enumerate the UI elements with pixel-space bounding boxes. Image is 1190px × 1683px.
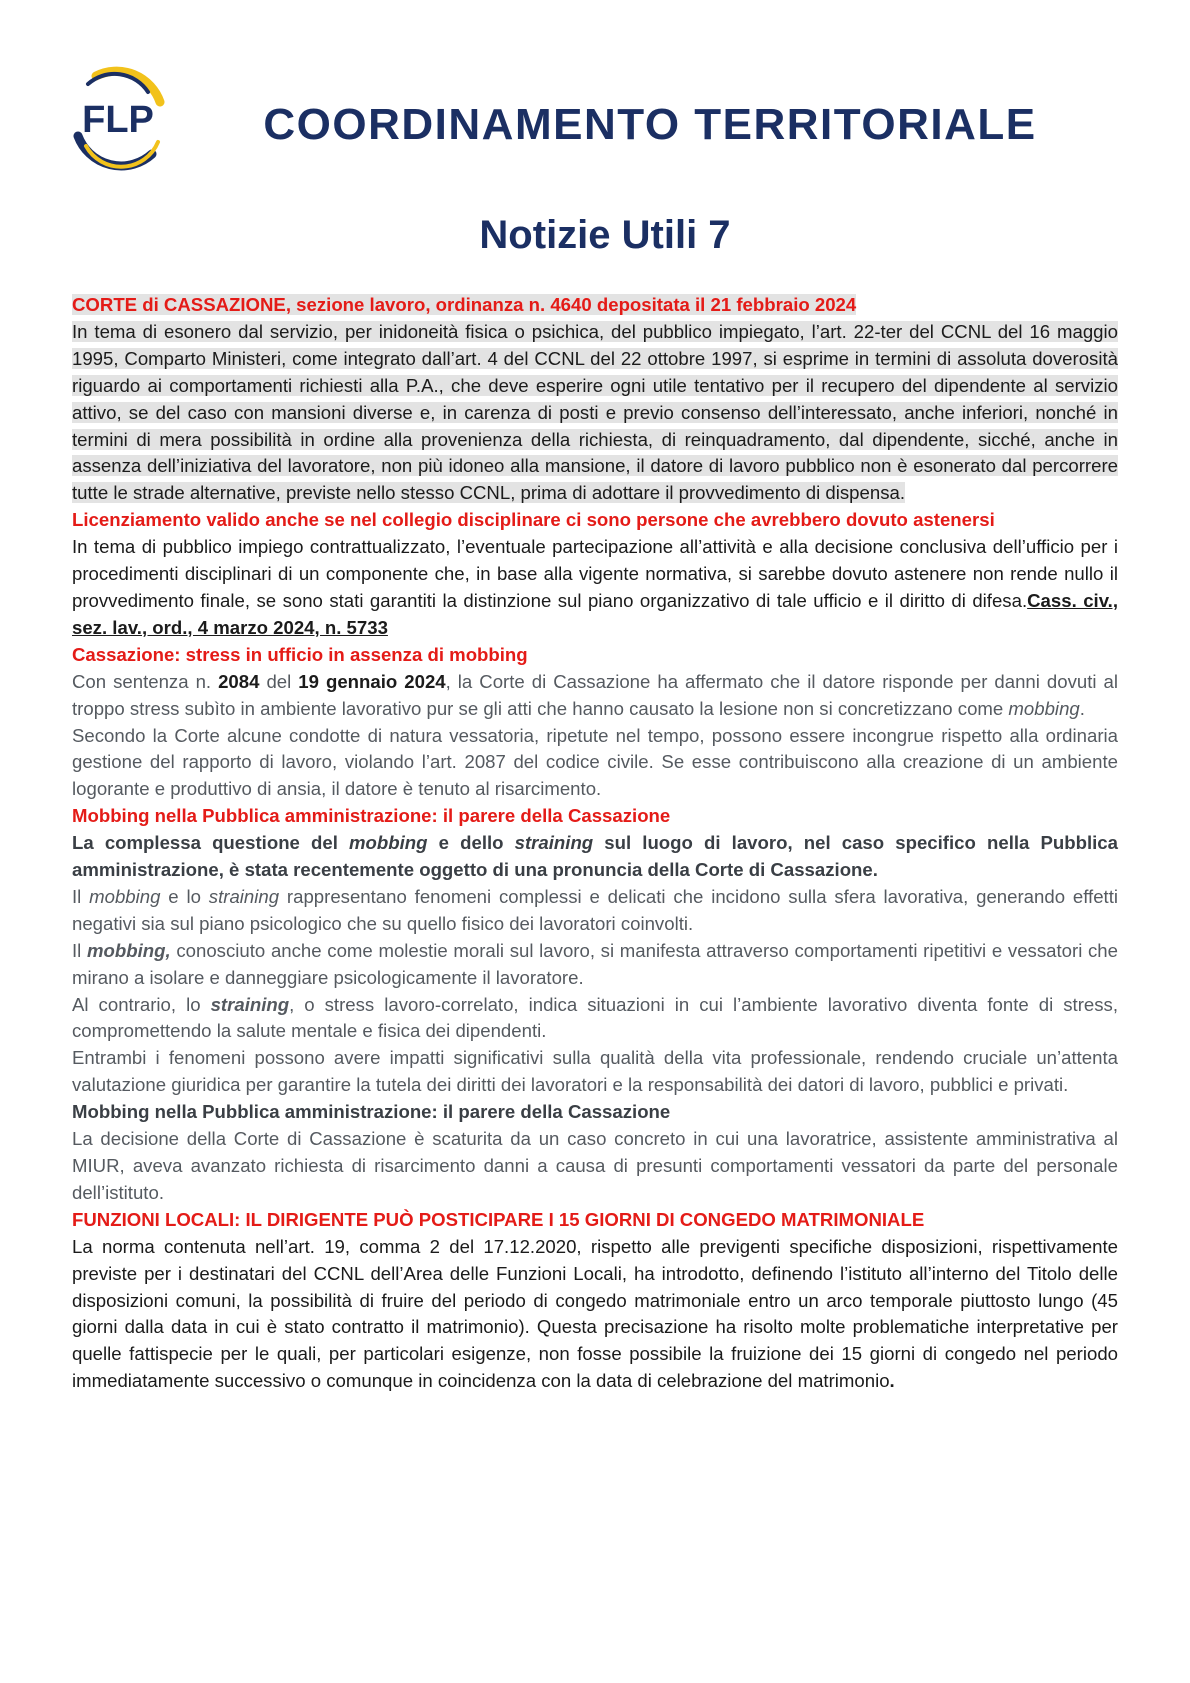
- text-run: , o stress lavoro-correlato, indica situazioni in cui l’ambiente lavorativo diventa fonte di stress, compromettendo la salute mentale e fisica dei dipendenti.: [72, 993, 1118, 1042]
- text-run: Al contrario, lo: [72, 993, 211, 1015]
- text-run: La complessa questione del: [72, 832, 350, 854]
- section-lead: [72, 830, 1118, 884]
- text-run: e dello: [427, 832, 515, 854]
- term-mobbing: mobbing: [89, 885, 161, 907]
- section-heading: Mobbing nella Pubblica amministrazione: il parere della Cassazione: [72, 805, 671, 827]
- case-citation: Cass. civ., sez. lav., ord., 4 marzo 2024, n. 5733: [72, 589, 1118, 638]
- text-run: Con sentenza n.: [72, 670, 219, 692]
- term-mobbing: mobbing: [1008, 697, 1080, 719]
- text-run: sul luogo di lavoro, nel caso specifico nella Pubblica amministrazione, è stata recentemente oggetto di una pronuncia della Corte di Cassazione.: [72, 832, 1118, 881]
- section-paragraph: [72, 938, 1118, 992]
- section-subheading: Mobbing nella Pubblica amministrazione: il parere della Cassazione: [72, 1101, 671, 1123]
- section-heading: FUNZIONI LOCALI: IL DIRIGENTE PUÒ POSTICIPARE I 15 GIORNI DI CONGEDO MATRIMONIALE: [72, 1208, 925, 1230]
- section-paragraph: Secondo la Corte alcune condotte di natura vessatoria, ripetute nel tempo, possono essere incongrue rispetto alla ordinaria gestione del rapporto di lavoro, violando l’art. 2087 del codice civile. Se esse contribuiscono alla creazione di un ambiente logorante e produttivo di ansia, il datore è tenuto al risarcimento.: [72, 724, 1118, 800]
- text-run: , la Corte di Cassazione ha affermato che il datore risponde per danni dovuti al troppo stress subìto in ambiente lavorativo pur se gli atti che hanno causato la lesione non si concretizzano come: [72, 670, 1118, 719]
- text-run: conosciuto anche come molestie morali sul lavoro, si manifesta attraverso comportamenti ripetitivi e vessatori che mirano a isolare e danneggiare psicologicamente il lavoratore.: [72, 939, 1118, 988]
- text-run: .: [889, 1370, 895, 1392]
- term-straining: straining: [208, 885, 280, 907]
- text-run: Il: [72, 885, 90, 907]
- text-run: del: [259, 670, 299, 692]
- section-body-text: In tema di pubblico impiego contrattualizzato, l’eventuale partecipazione all’attività e alla decisione conclusiva dell’ufficio per i procedimenti disciplinari di un componente che, in base alla vigente normativa, si sarebbe dovuto astenere non rende nullo il provvedimento finale, se sono stati garantiti la distinzione sul piano organizzativo di tale ufficio e il diritto di difesa.: [72, 536, 1118, 611]
- term-straining: straining: [514, 832, 594, 854]
- section-heading-text: CORTE di CASSAZIONE, sezione lavoro, ordinanza n. 4640 depositata il 21 febbraio 2024: [72, 294, 857, 315]
- header-title: COORDINAMENTO TERRITORIALE: [263, 100, 1037, 149]
- section-paragraph: [72, 669, 1118, 723]
- section-body: [72, 534, 1118, 642]
- text-run: e lo: [160, 885, 209, 907]
- text-run: Il: [72, 939, 87, 961]
- term-straining: straining: [210, 993, 290, 1015]
- section-paragraph: La decisione della Corte di Cassazione è scaturita da un caso concreto in cui una lavoratrice, assistente amministrativa al MIUR, aveva avanzato richiesta di risarcimento danni a causa di presunti comportamenti vessatori da parte del personale dell’istituto.: [72, 1128, 1118, 1203]
- section-heading: Licenziamento valido anche se nel collegio disciplinare ci sono persone che avrebbero dovuto astenersi: [72, 509, 995, 531]
- text-run: .: [1079, 697, 1085, 719]
- term-mobbing: mobbing,: [87, 939, 171, 961]
- section-body-text: La norma contenuta nell’art. 19, comma 2 del 17.12.2020, rispetto alle previgenti specifiche disposizioni, rispettivamente previste per i destinatari del CCNL dell’Area delle Funzioni Locali, ha introdotto, definendo l’istituto all’interno del Titolo delle disposizioni comuni, la possibilità di fruire del periodo di congedo matrimoniale entro un arco temporale piuttosto lungo (45 giorni dalla data in cui è stato contratto il matrimonio). Questa precisazione ha risolto molte problematiche interpretative per quelle fattispecie per le quali, per particolari esigenze, non fosse possibile la fruizione dei 15 giorni di congedo nel periodo immediatamente successivo o comunque in coincidenza con la data di celebrazione del matrimonio: [72, 1235, 1118, 1392]
- section-paragraph: [72, 992, 1118, 1046]
- section-body-text: In tema di esonero dal servizio, per inidoneità fisica o psichica, del pubblico impiegato, l’art. 22-ter del CCNL del 16 maggio 1995, Comparto Ministeri, come integrato dall’art. 4 del CCNL del 22 ottobre 1997, si esprime in termini di assoluta doverosità riguardo ai comportamenti richiesti alla P.A., che deve esperire ogni utile tentativo per il recupero del dipendente al servizio attivo, se del caso con mansioni diverse e, in carenza di posti e previo consenso dell’interessato, anche inferiori, nonché in termini di mera possibilità in ordine alla provenienza della richiesta, di reinquadramento, dal dipendente, sicché, anche in assenza dell’iniziativa del lavoratore, non più idoneo alla mansione, il datore di lavoro pubblico non è esonerato dal percorrere tutte le strade alternative, previste nello stesso CCNL, prima di adottare il provvedimento di dispensa.: [72, 320, 1118, 504]
- flp-logo: [68, 62, 168, 172]
- section-heading: [72, 292, 1118, 319]
- section-body: [72, 319, 1118, 507]
- sentence-number: 2084: [218, 670, 260, 692]
- sentence-date: 19 gennaio 2024: [298, 670, 446, 692]
- term-mobbing: mobbing: [349, 832, 428, 854]
- document-body: [72, 292, 1118, 1395]
- document-title: Notizie Utili 7: [479, 213, 731, 257]
- section-heading: Cassazione: stress in ufficio in assenza di mobbing: [72, 643, 528, 665]
- section-paragraph: Entrambi i fenomeni possono avere impatti significativi sulla qualità della vita professionale, rendendo cruciale un’attenta valutazione giuridica per garantire la tutela dei diritti dei lavoratori e la responsabilità dei datori di lavoro, pubblici e privati.: [72, 1047, 1118, 1096]
- text-run: rappresentano fenomeni complessi e delicati che incidono sulla sfera lavorativa, generando effetti negativi sia sul piano psicologico che su quello fisico dei lavoratori coinvolti.: [72, 885, 1119, 934]
- logo-text: FLP: [82, 99, 154, 141]
- section-body: [72, 1234, 1118, 1395]
- section-paragraph: [72, 884, 1118, 938]
